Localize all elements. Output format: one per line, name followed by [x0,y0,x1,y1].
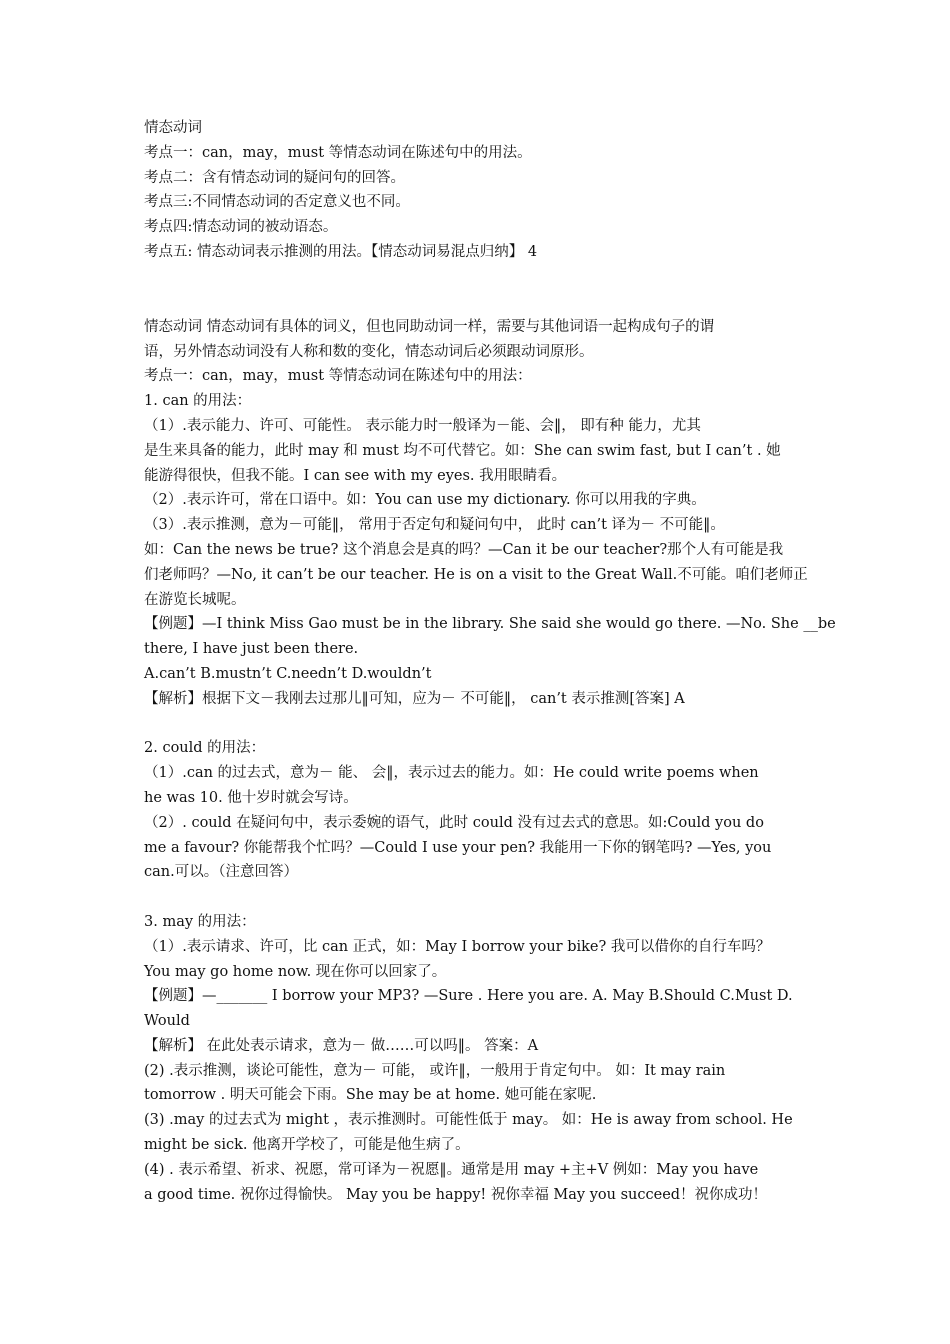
example-text: 【例题】—I think Miss Gao must be in the library. She said she would go there. —No. She [144,616,804,633]
example-text: 【例题】— [144,988,217,1005]
example-text: I borrow your MP3? —Sure . Here you are. A. May B.Should C.Must D. [267,988,793,1005]
intro-line: 语，另外情态动词没有人称和数的变化，情态动词后必须跟动词原形。 [144,343,594,360]
example-text: be [817,616,836,633]
subsection-heading: 1. can 的用法： [144,393,252,410]
body-line: （2）. could 在疑问句中，表示委婉的语气，此时 could 没有过去式的意思。如:Could you do [144,814,764,831]
document-page [144,116,836,1207]
toc-item: 考点一：can，may，must 等情态动词在陈述句中的用法。 [144,144,532,161]
body-line: (3) .may 的过去式为 might ，表示推测时。可能性低于 may。 如：He is away from school. He [144,1112,793,1129]
body-line: a good time. 祝你过得愉快。 May you be happy! 祝你幸福 May you succeed！祝你成功！ [144,1186,768,1203]
subsection-heading: 2. could 的用法： [144,740,266,757]
example-question [144,612,836,637]
subsection-heading: 3. may 的用法： [144,913,256,930]
answer-blank: _______ [216,988,268,1005]
section-heading: 考点一：can，may，must 等情态动词在陈述句中的用法： [144,368,532,385]
toc-item: 考点二：含有情态动词的疑问句的回答。 [144,169,405,186]
body-line: me a favour? 你能帮我个忙吗？—Could I use your pen? 我能用一下你的钢笔吗? —Yes, you [144,839,772,856]
intro-block [144,315,808,389]
body-line: he was 10. 他十岁时就会写诗。 [144,789,358,806]
body-line: (4) . 表示希望、祈求、祝愿，常可译为－祝愿‖。通常是用 may +主+V 例如：May you have [144,1161,759,1178]
analysis-line: 【解析】根据下文－我刚去过那儿‖可知，应为－ 不可能‖， can’t 表示推测[答案] A [144,690,685,707]
body-line: might be sick. 他离开学校了，可能是他生病了。 [144,1137,470,1154]
toc-block [144,116,808,265]
body-line: （2）.表示许可，常在口语中。如：You can use my dictionary. 你可以用我的字典。 [144,492,706,509]
analysis-line: 【解析】 在此处表示请求，意为－ 做……可以吗‖。 答案：A [144,1037,539,1054]
could-section [144,736,808,885]
body-line: You may go home now. 现在你可以回家了。 [144,963,447,980]
body-line: 如：Can the news be true? 这个消息会是真的吗？—Can it be our teacher?那个人有可能是我 [144,541,784,558]
answer-blank: __ [803,616,818,633]
can-section [144,389,836,711]
body-line: （1）.表示请求、许可，比 can 正式，如：May I borrow your bike? 我可以借你的自行车吗？ [144,938,771,955]
body-line: 在游览长城呢。 [144,591,246,608]
toc-item: 考点五: 情态动词表示推测的用法。【情态动词易混点归纳】 4 [144,243,538,260]
answer-options: A.can’t B.mustn’t C.needn’t D.wouldn’t [144,665,432,682]
intro-line: 情态动词 情态动词有具体的词义，但也同助动词一样，需要与其他词语一起构成句子的谓 [144,318,715,335]
may-section [144,910,808,1208]
toc-item: 考点三:不同情态动词的否定意义也不同。 [144,194,410,211]
body-line: （1）.表示能力、许可、可能性。 表示能力时一般译为－能、会‖， 即有种 能力，尤其 [144,417,701,434]
example-question-cont: there, I have just been there. [144,641,359,658]
body-line: （1）.can 的过去式，意为－ 能、 会‖，表示过去的能力。如：He could write poems when [144,765,759,782]
toc-title: 情态动词 [144,120,202,136]
body-line: can.可以。（注意回答） [144,864,298,881]
body-line: 能游得很快，但我不能。I can see with my eyes. 我用眼睛看。 [144,467,567,484]
body-line: （3）.表示推测，意为－可能‖， 常用于否定句和疑问句中， 此时 can’t 译为－ 不可能‖。 [144,517,725,534]
body-line: 们老师吗？—No, it can’t be our teacher. He is on a visit to the Great Wall.不可能。咱们老师正 [144,566,808,583]
toc-item: 考点四:情态动词的被动语态。 [144,219,338,236]
example-question-cont: Would [144,1013,190,1030]
body-line: (2) .表示推测，谈论可能性，意为－ 可能， 或许‖，一般用于肯定句中。 如：It may rain [144,1062,726,1079]
body-line: 是生来具备的能力，此时 may 和 must 均不可代替它。如：She can swim fast, but I can’t . 她 [144,442,781,459]
example-question [144,984,808,1009]
body-line: tomorrow . 明天可能会下雨。She may be at home. 她可能在家呢. [144,1087,597,1104]
